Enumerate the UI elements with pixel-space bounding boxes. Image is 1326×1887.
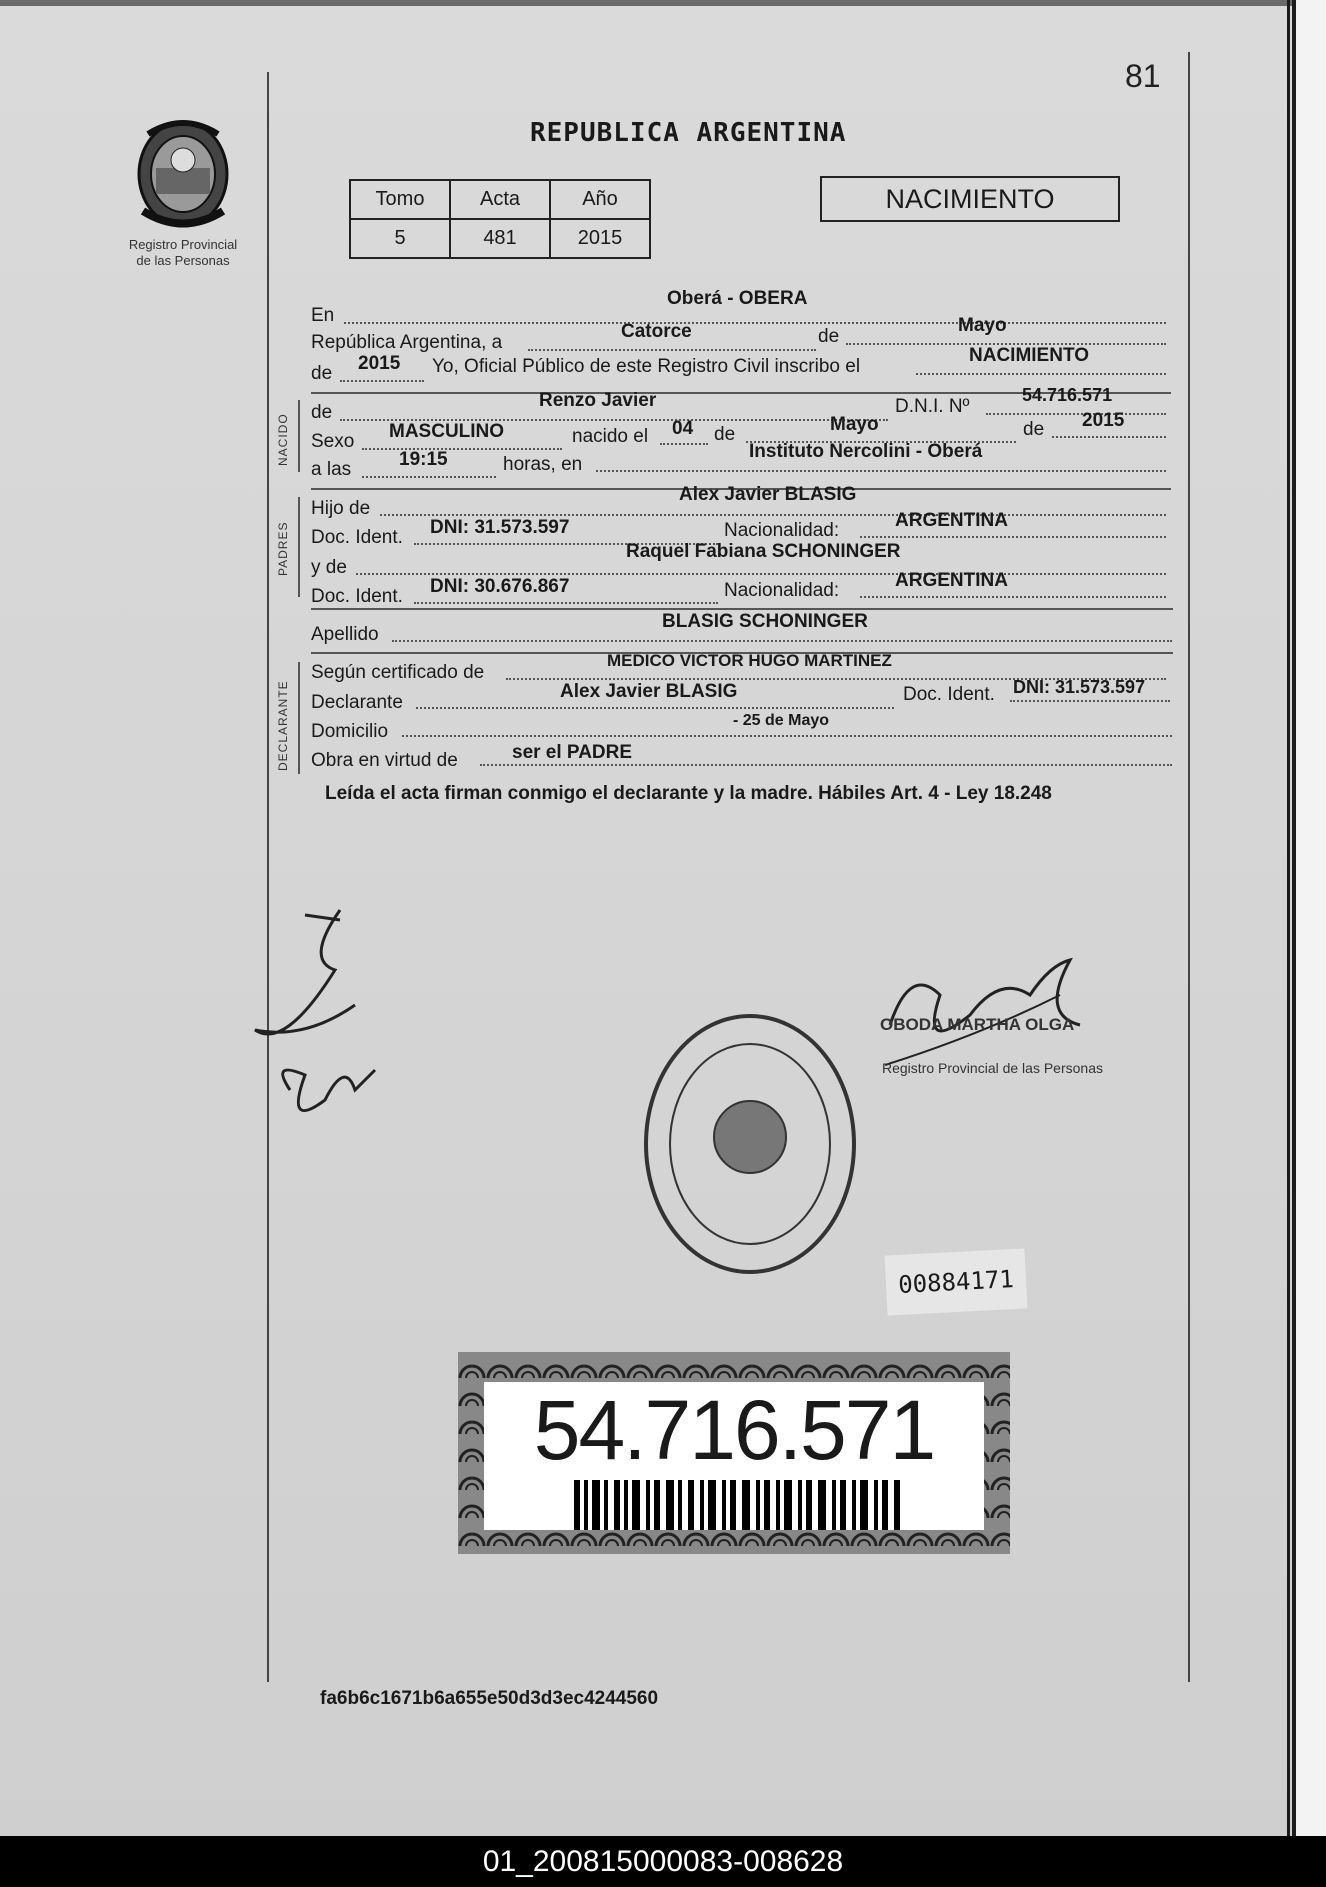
dotted-line <box>860 596 1166 598</box>
value-madre-doc: DNI: 30.676.867 <box>430 576 570 597</box>
label-de-nacido: de <box>311 402 333 423</box>
value-apellido: BLASIG SCHONINGER <box>662 611 868 632</box>
barcode-number: 54.716.571 <box>533 1383 935 1477</box>
dotted-line <box>340 380 424 382</box>
label-nacido-el: nacido el <box>572 426 649 447</box>
side-label-padres: PADRES <box>276 521 290 576</box>
dotted-line <box>344 322 1166 324</box>
dotted-line <box>986 413 1166 415</box>
value-dia-nac: 04 <box>672 418 694 439</box>
value-lugar-nac: Instituto Nercolini - Oberá <box>749 441 983 462</box>
value-padre-nac: ARGENTINA <box>895 510 1008 531</box>
dotted-line <box>860 536 1166 538</box>
scan-filename-bar: 01_200815000083-008628 <box>0 1836 1326 1887</box>
scan-edge <box>0 0 1326 6</box>
side-label-nacido: NACIDO <box>276 413 290 466</box>
volume-value-anio: 2015 <box>550 219 650 258</box>
label-nacionalidad-2: Nacionalidad: <box>724 580 840 601</box>
value-dia: Catorce <box>621 321 692 342</box>
document-hash: fa6b6c1671b6a655e50d3d3ec4244560 <box>320 1688 659 1709</box>
label-segun: Según certificado de <box>311 662 485 683</box>
label-dni: D.N.I. Nº <box>895 396 970 417</box>
value-dni: 54.716.571 <box>1022 385 1113 405</box>
label-en: En <box>311 305 335 326</box>
value-declarante-doc: DNI: 31.573.597 <box>1013 677 1146 697</box>
section-bracket <box>298 400 300 472</box>
value-mes: Mayo <box>958 315 1007 336</box>
dotted-line <box>392 640 1172 642</box>
scan-right-edge-line <box>1287 0 1290 1836</box>
label-yo: Yo, Oficial Público de este Registro Civil inscribo el <box>432 356 861 377</box>
dotted-line <box>1052 436 1166 438</box>
value-padre-doc: DNI: 31.573.597 <box>430 517 570 538</box>
official-name: OBODA MARTHA OLGA <box>880 1015 1075 1034</box>
dotted-line <box>596 470 1166 472</box>
value-madre-nac: ARGENTINA <box>895 570 1008 591</box>
volume-value-tomo: 5 <box>350 219 450 258</box>
right-margin-rule <box>1188 52 1190 1682</box>
dotted-line <box>1010 700 1170 702</box>
barcode-bars <box>574 1480 904 1530</box>
volume-header-tomo: Tomo <box>350 180 450 219</box>
dotted-line <box>660 443 708 445</box>
label-declarante: Declarante <box>311 692 403 713</box>
label-de-mes: de <box>714 424 736 445</box>
value-lugar: Oberá - OBERA <box>667 288 808 309</box>
scan-right-margin <box>1292 0 1326 1836</box>
value-obra: ser el PADRE <box>512 742 633 763</box>
label-de-anio: de <box>1023 419 1045 440</box>
label-hijo-de: Hijo de <box>311 498 371 519</box>
dotted-line <box>480 764 1172 766</box>
label-doc-ident: Doc. Ident. <box>311 527 403 548</box>
value-nombre: Renzo Javier <box>539 390 657 411</box>
value-mes-nac: Mayo <box>830 414 879 435</box>
label-doc-ident-3: Doc. Ident. <box>903 684 995 705</box>
closing-statement: Leída el acta firman conmigo el declarante y la madre. Hábiles Art. 4 - Ley 18.248 <box>325 783 1052 804</box>
label-horas-en: horas, en <box>503 454 583 475</box>
volume-header-anio: Año <box>550 180 650 219</box>
label-nacionalidad: Nacionalidad: <box>724 520 840 541</box>
logo-caption-line-1: Registro Provincial <box>128 237 238 252</box>
dotted-line <box>380 514 1166 516</box>
left-margin-rule <box>267 72 269 1682</box>
label-a-las: a las <box>311 459 352 480</box>
label-doc-ident-2: Doc. Ident. <box>311 586 403 607</box>
dotted-line <box>402 735 1172 737</box>
declarant-signature <box>245 900 415 1140</box>
value-sexo: MASCULINO <box>389 421 505 442</box>
dotted-line <box>362 476 496 478</box>
barcode-label <box>484 1382 984 1530</box>
dotted-line <box>916 373 1166 375</box>
label-sexo: Sexo <box>311 431 355 452</box>
label-y-de: y de <box>311 557 347 578</box>
value-certificado: MEDICO VICTOR HUGO MARTINEZ <box>607 651 892 670</box>
official-office: Registro Provincial de las Personas <box>882 1060 1103 1076</box>
value-acto: NACIMIENTO <box>969 345 1089 366</box>
label-de2: de <box>311 363 333 384</box>
label-domicilio: Domicilio <box>311 721 389 742</box>
section-bracket <box>298 497 300 597</box>
dotted-line <box>356 573 1166 575</box>
province-seal-logo <box>118 116 248 239</box>
page-title: REPUBLICA ARGENTINA <box>530 118 847 148</box>
value-madre: Raquel Fabiana SCHONINGER <box>626 541 901 562</box>
side-label-declarante: DECLARANTE <box>276 680 290 771</box>
section-bracket <box>298 662 300 774</box>
volume-value-acta: 481 <box>450 219 550 258</box>
value-anio-nac: 2015 <box>1082 410 1125 431</box>
section-divider <box>311 608 1173 610</box>
serial-stamp: 00884171 <box>885 1248 1028 1315</box>
page-number: 81 <box>1125 58 1161 94</box>
official-seal <box>636 1005 864 1283</box>
volume-header-acta: Acta <box>450 180 550 219</box>
value-padre: Alex Javier BLASIG <box>679 484 857 505</box>
volume-table <box>349 179 651 259</box>
label-republica: República Argentina, a <box>311 332 503 353</box>
value-anio: 2015 <box>358 353 401 374</box>
logo-caption <box>108 237 258 269</box>
value-declarante: Alex Javier BLASIG <box>560 681 738 702</box>
logo-caption-line-2: de las Personas <box>136 253 230 268</box>
dotted-line <box>528 349 816 351</box>
value-hora: 19:15 <box>399 449 448 470</box>
dotted-line <box>362 448 562 450</box>
dotted-line <box>414 602 718 604</box>
value-domicilio: - 25 de Mayo <box>733 712 830 729</box>
dotted-line <box>416 707 894 709</box>
label-apellido: Apellido <box>311 624 379 645</box>
dni-barcode-sticker <box>458 1352 1010 1554</box>
record-type-box: NACIMIENTO <box>820 176 1120 222</box>
label-de: de <box>818 326 840 347</box>
label-obra: Obra en virtud de <box>311 750 458 771</box>
